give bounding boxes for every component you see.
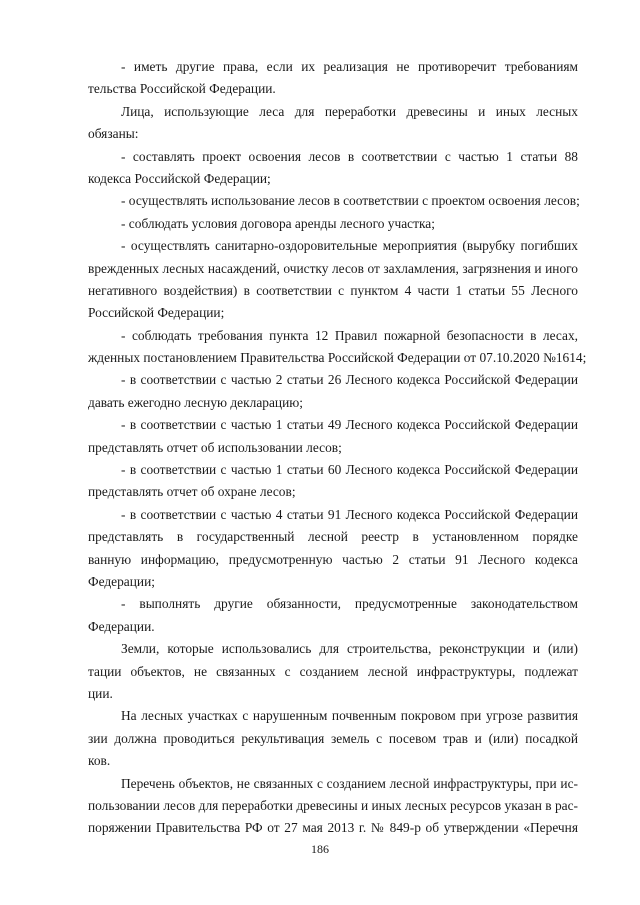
text-line: - в соответствии с частью 1 статьи 60 Лесного кодекса Российской Федерации: [121, 462, 578, 478]
document-body: [88, 56, 587, 840]
text-line: - в соответствии с частью 2 статьи 26 Лесного кодекса Российской Федерации: [121, 372, 578, 388]
text-line: - соблюдать требования пункта 12 Правил пожарной безопасности в лесах,: [121, 327, 578, 343]
text-line: - в соответствии с частью 1 статьи 49 Лесного кодекса Российской Федерации: [121, 417, 578, 433]
text-line: - в соответствии с частью 4 статьи 91 Лесного кодекса Российской Федерации: [121, 506, 578, 522]
text-line: представлять отчет об использовании лесов;: [88, 439, 342, 455]
text-line: тации объектов, не связанных с созданием лесной инфраструктуры, подлежат: [88, 663, 578, 679]
page-number: 186: [311, 842, 329, 856]
text-line: - составлять проект освоения лесов в соответствии с частью 1 статьи 88: [121, 148, 578, 164]
text-line: - осуществлять санитарно-оздоровительные мероприятия (вырубку погибших: [121, 238, 578, 254]
text-line: Земли, которые использовались для строительства, реконструкции и (или): [121, 641, 578, 657]
text-line: ванную информацию, предусмотренную частью 2 статьи 91 Лесного кодекса: [88, 551, 578, 567]
text-line: врежденных лесных насаждений, очистку лесов от захламления, загрязнения и иного: [88, 260, 578, 276]
text-line: Российской Федерации;: [88, 305, 225, 321]
text-line: кодекса Российской Федерации;: [88, 170, 271, 186]
text-line: негативного воздействия) в соответствии с пунктом 4 части 1 статьи 55 Лесного: [88, 282, 578, 298]
text-line: зии должна проводиться рекультивация земель с посевом трав и (или) посадкой: [88, 730, 578, 746]
text-line: На лесных участках с нарушенным почвенным покровом при угрозе развития: [121, 708, 578, 724]
text-line: - осуществлять использование лесов в соответствии с проектом освоения лесов;: [121, 193, 580, 209]
text-line: ков.: [88, 753, 111, 769]
text-line: давать ежегодно лесную декларацию;: [88, 394, 303, 410]
text-line: Лица, использующие леса для переработки древесины и иных лесных: [121, 103, 578, 119]
text-line: представлять отчет об охране лесов;: [88, 484, 296, 500]
text-line: жденных постановлением Правительства Российской Федерации от 07.10.2020 №1614;: [88, 350, 587, 366]
text-line: представлять в государственный лесной реестр в установленном порядке: [88, 529, 578, 545]
text-line: Федерации;: [88, 573, 155, 589]
text-line: тельства Российской Федерации.: [88, 81, 276, 97]
text-line: - выполнять другие обязанности, предусмотренные законодательством: [121, 596, 578, 612]
text-line: поряжении Правительства РФ от 27 мая 2013 г. № 849-р об утверждении «Перечня: [88, 820, 578, 836]
text-line: обязаны:: [88, 126, 139, 142]
text-line: Федерации.: [88, 618, 155, 634]
text-line: ции.: [88, 685, 113, 701]
text-line: - соблюдать условия договора аренды лесного участка;: [121, 215, 435, 231]
text-line: - иметь другие права, если их реализация не противоречит требованиям: [121, 59, 578, 74]
text-line: пользовании лесов для переработки древесины и иных лесных ресурсов указан в рас-: [88, 797, 578, 813]
text-line: Перечень объектов, не связанных с созданием лесной инфраструктуры, при ис-: [121, 775, 578, 791]
